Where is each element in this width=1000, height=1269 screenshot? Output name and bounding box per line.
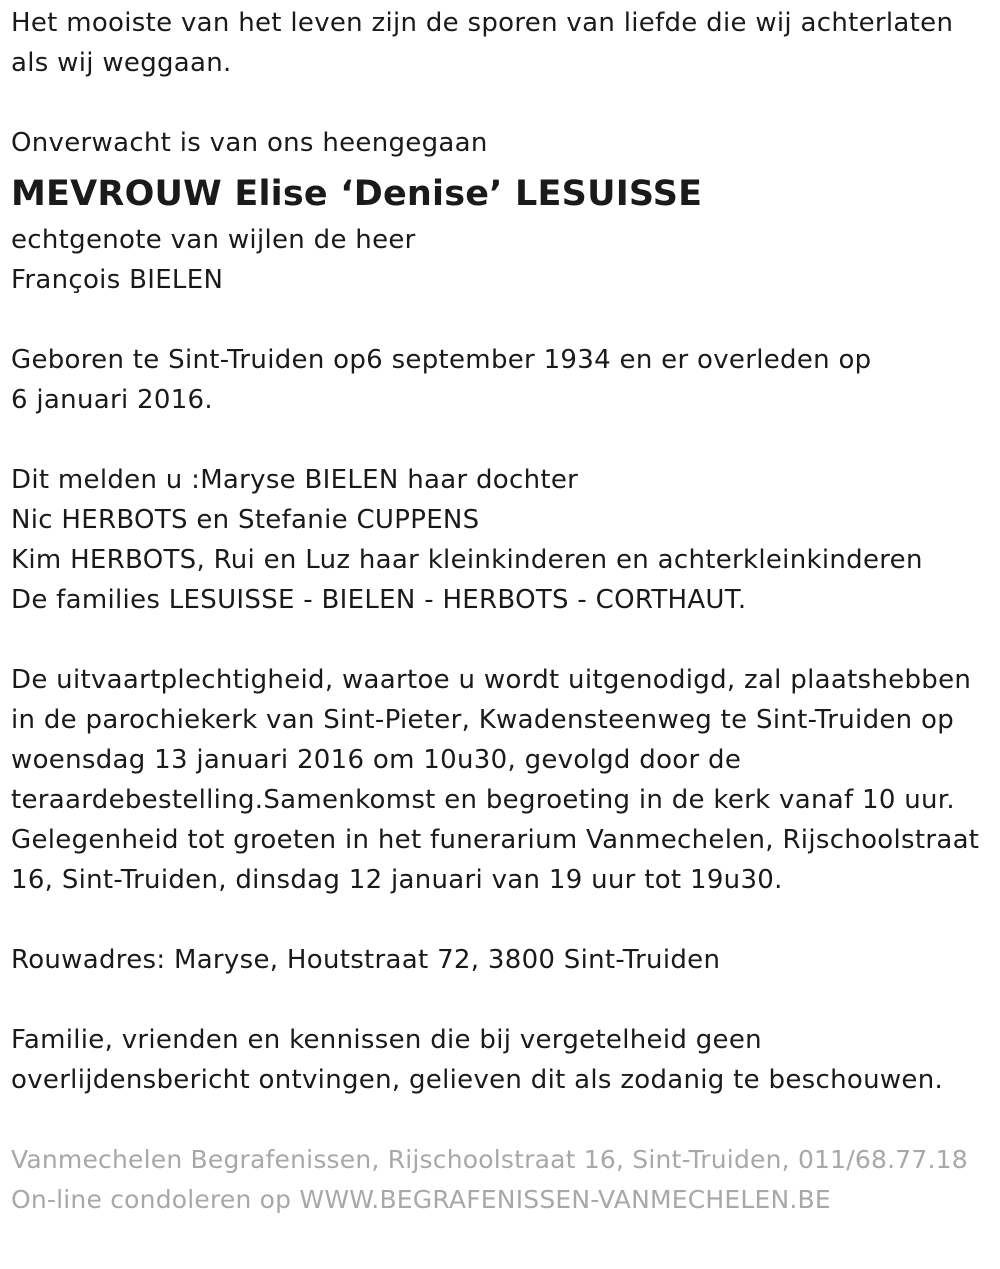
birth-death-line: 6 januari 2016. bbox=[11, 385, 213, 415]
obituary-notice bbox=[11, 0, 996, 1220]
ceremony-line: teraardebestelling.Samenkomst en begroeting in de kerk vanaf 10 uur. bbox=[11, 785, 955, 815]
closing-note bbox=[11, 1020, 996, 1100]
family-line: Nic HERBOTS en Stefanie CUPPENS bbox=[11, 505, 480, 535]
mourning-address: Rouwadres: Maryse, Houtstraat 72, 3800 Sint-Truiden bbox=[11, 945, 721, 975]
company-line: Vanmechelen Begrafenissen, Rijschoolstraat 16, Sint-Truiden, 011/68.77.18 bbox=[11, 1145, 968, 1174]
ceremony-line: Gelegenheid tot groeten in het funerarium Vanmechelen, Rijschoolstraat bbox=[11, 825, 980, 855]
family-list bbox=[11, 460, 996, 620]
birth-death-info bbox=[11, 340, 996, 420]
family-line: Dit melden u :Maryse BIELEN haar dochter bbox=[11, 465, 579, 495]
relation-line: François BIELEN bbox=[11, 265, 224, 295]
family-line: Kim HERBOTS, Rui en Luz haar kleinkinderen en achterkleinkinderen bbox=[11, 545, 923, 575]
funeral-home-footer bbox=[11, 1140, 996, 1220]
closing-line: Familie, vrienden en kennissen die bij vergetelheid geen bbox=[11, 1025, 762, 1055]
ceremony-line: woensdag 13 januari 2016 om 10u30, gevolgd door de bbox=[11, 745, 742, 775]
quote-line: als wij weggaan. bbox=[11, 48, 232, 78]
ceremony-line: 16, Sint-Truiden, dinsdag 12 januari van 19 uur tot 19u30. bbox=[11, 865, 783, 895]
family-line: De families LESUISSE - BIELEN - HERBOTS - CORTHAUT. bbox=[11, 585, 747, 615]
quote-line: Het mooiste van het leven zijn de sporen van liefde die wij achterlaten bbox=[11, 8, 954, 38]
closing-line: overlijdensbericht ontvingen, gelieven dit als zodanig te beschouwen. bbox=[11, 1065, 944, 1095]
ceremony-details bbox=[11, 660, 996, 900]
condolence-link[interactable]: WWW.BEGRAFENISSEN-VANMECHELEN.BE bbox=[299, 1185, 831, 1214]
deceased-relation bbox=[11, 220, 996, 300]
ceremony-line: in de parochiekerk van Sint-Pieter, Kwadensteenweg te Sint-Truiden op bbox=[11, 705, 955, 735]
opening-quote bbox=[11, 3, 996, 83]
ceremony-line: De uitvaartplechtigheid, waartoe u wordt uitgenodigd, zal plaatshebben bbox=[11, 665, 972, 695]
deceased-name: MEVROUW Elise ‘Denise’ LESUISSE bbox=[11, 174, 703, 214]
condolence-prefix: On-line condoleren op bbox=[11, 1185, 300, 1214]
announcement-text: Onverwacht is van ons heengegaan bbox=[11, 128, 488, 158]
relation-line: echtgenote van wijlen de heer bbox=[11, 225, 416, 255]
condolence-line bbox=[11, 1180, 996, 1220]
birth-death-line: Geboren te Sint-Truiden op6 september 1934 en er overleden op bbox=[11, 345, 872, 375]
